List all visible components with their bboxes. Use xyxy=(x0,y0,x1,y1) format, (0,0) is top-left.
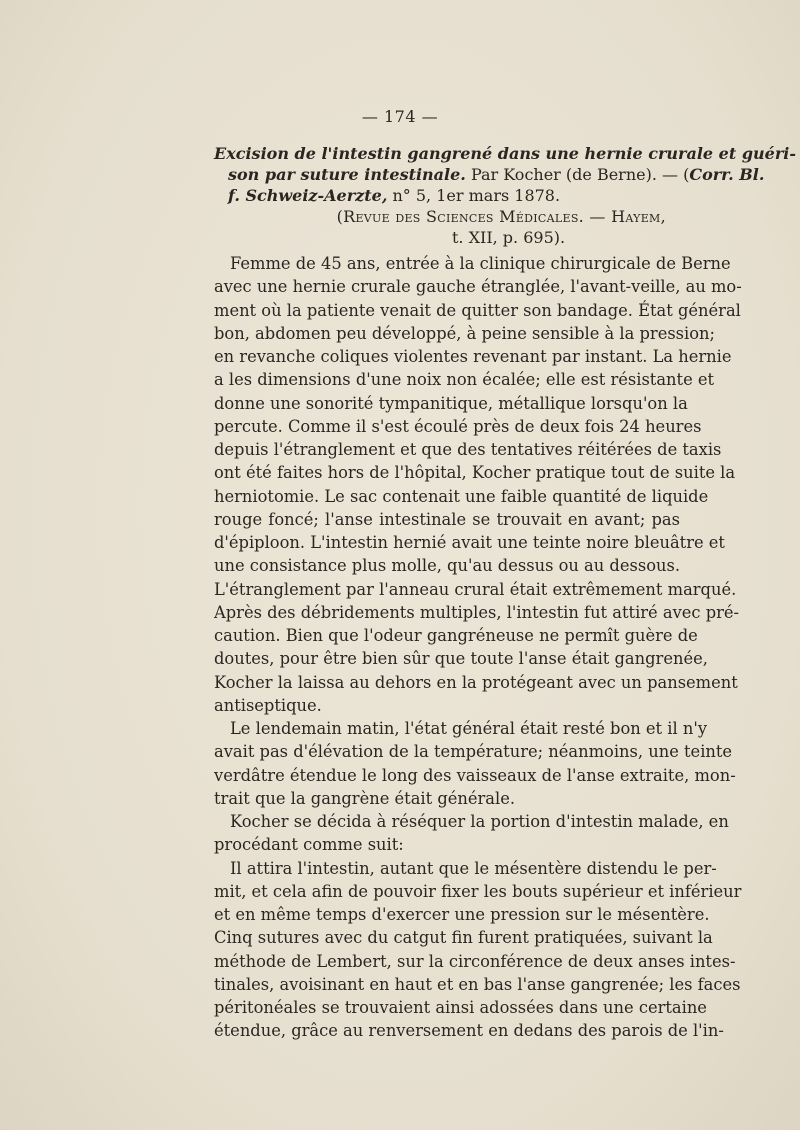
text-line: étendue, grâce au renversement en dedans des parois de l'in- xyxy=(214,1021,724,1041)
body-text xyxy=(214,252,742,1043)
reference-journal-2: f. Schweiz-Aerzte, xyxy=(228,186,388,205)
reference-source: (Revue des Sciences Médicales. — Hayem, xyxy=(336,207,666,226)
text-line: trait que la gangrène était générale. xyxy=(214,788,516,808)
text-line: Femme de 45 ans, entrée à la clinique chirurgicale de Berne xyxy=(230,254,731,273)
reference-title-italic-2: son par suture intestinale. xyxy=(228,165,466,184)
text-line: Cinq sutures avec du catgut fin furent pratiquées, suivant la xyxy=(214,928,713,948)
text-line: d'épiploon. L'intestin hernié avait une teinte noire bleuâtre et xyxy=(214,533,725,552)
reference-title-line-3 xyxy=(214,185,680,206)
text-line: Kocher la laissa au dehors en la protégeant avec un pansement xyxy=(214,672,738,692)
text-line: rouge foncé; l'anse intestinale se trouvait en avant; pas xyxy=(214,509,680,529)
text-line: tinales, avoisinant en haut et en bas l'anse gangrenée; les faces xyxy=(214,974,741,994)
reference-title-line-1 xyxy=(214,143,796,164)
text-line: ont été faites hors de l'hôpital, Kocher pratique tout de suite la xyxy=(214,463,736,483)
text-line: procédant comme suit: xyxy=(214,835,404,855)
reference-pages: t. XII, p. 695). xyxy=(452,228,566,247)
text-line: péritonéales se trouvaient ainsi adossées dans une certaine xyxy=(214,998,707,1017)
text-line: Après des débridements multiples, l'intestin fut attiré avec pré- xyxy=(214,602,740,622)
reference-author: Par Kocher (de Berne). — ( xyxy=(465,165,690,184)
text-line: percute. Comme il s'est écoulé près de deux fois 24 heures xyxy=(214,416,702,436)
reference-title-line-2 xyxy=(214,164,765,185)
text-line: mit, et cela afin de pouvoir fixer les bouts supérieur et inférieur xyxy=(214,881,742,901)
text-line: avait pas d'élévation de la température; néanmoins, une teinte xyxy=(214,742,733,762)
text-line: depuis l'étranglement et que des tentatives réitérées de taxis xyxy=(214,440,722,459)
text-line: L'étranglement par l'anneau crural était extrêmement marqué. xyxy=(214,579,737,599)
text-line: ment où la patiente venait de quitter son bandage. État général xyxy=(214,300,741,320)
text-line: et en même temps d'exercer une pression sur le mésentère. xyxy=(214,905,710,924)
text-line: Kocher se décida à réséquer la portion d'intestin malade, en xyxy=(230,812,729,831)
text-line: donne une sonorité tympanitique, métallique lorsqu'on la xyxy=(214,393,688,413)
text-line: a les dimensions d'une noix non écalée; elle est résistante et xyxy=(214,370,715,390)
text-line: Le lendemain matin, l'état général était resté bon et il n'y xyxy=(230,719,708,738)
text-line: avec une hernie crurale gauche étranglée, l'avant-veille, au mo- xyxy=(214,277,742,297)
reference-issue: n° 5, 1er mars 1878. xyxy=(387,186,561,205)
text-line: méthode de Lembert, sur la circonférence de deux anses intes- xyxy=(214,951,736,971)
text-line: doutes, pour être bien sûr que toute l'anse était gangrenée, xyxy=(214,649,708,669)
reference-title-italic: Excision de l'intestin gangrené dans une hernie crurale et guéri- xyxy=(214,144,796,163)
text-line: verdâtre étendue le long des vaisseaux de l'anse extraite, mon- xyxy=(214,765,736,785)
text-line: bon, abdomen peu développé, à peine sensible à la pression; xyxy=(214,323,716,343)
article-reference xyxy=(214,143,796,248)
text-line: caution. Bien que l'odeur gangréneuse ne permît guère de xyxy=(214,626,698,645)
page-number: — 174 — xyxy=(361,107,439,126)
text-line: herniotomie. Le sac contenait une faible quantité de liquide xyxy=(214,486,709,506)
text-line: une consistance plus molle, qu'au dessus ou au dessous. xyxy=(214,556,681,576)
reference-journal: Corr. Bl. xyxy=(689,165,765,184)
text-line: antiseptique. xyxy=(214,695,322,715)
text-line: Il attira l'intestin, autant que le mésentère distendu le per- xyxy=(230,858,717,878)
text-line: en revanche coliques violentes revenant par instant. La hernie xyxy=(214,347,732,366)
